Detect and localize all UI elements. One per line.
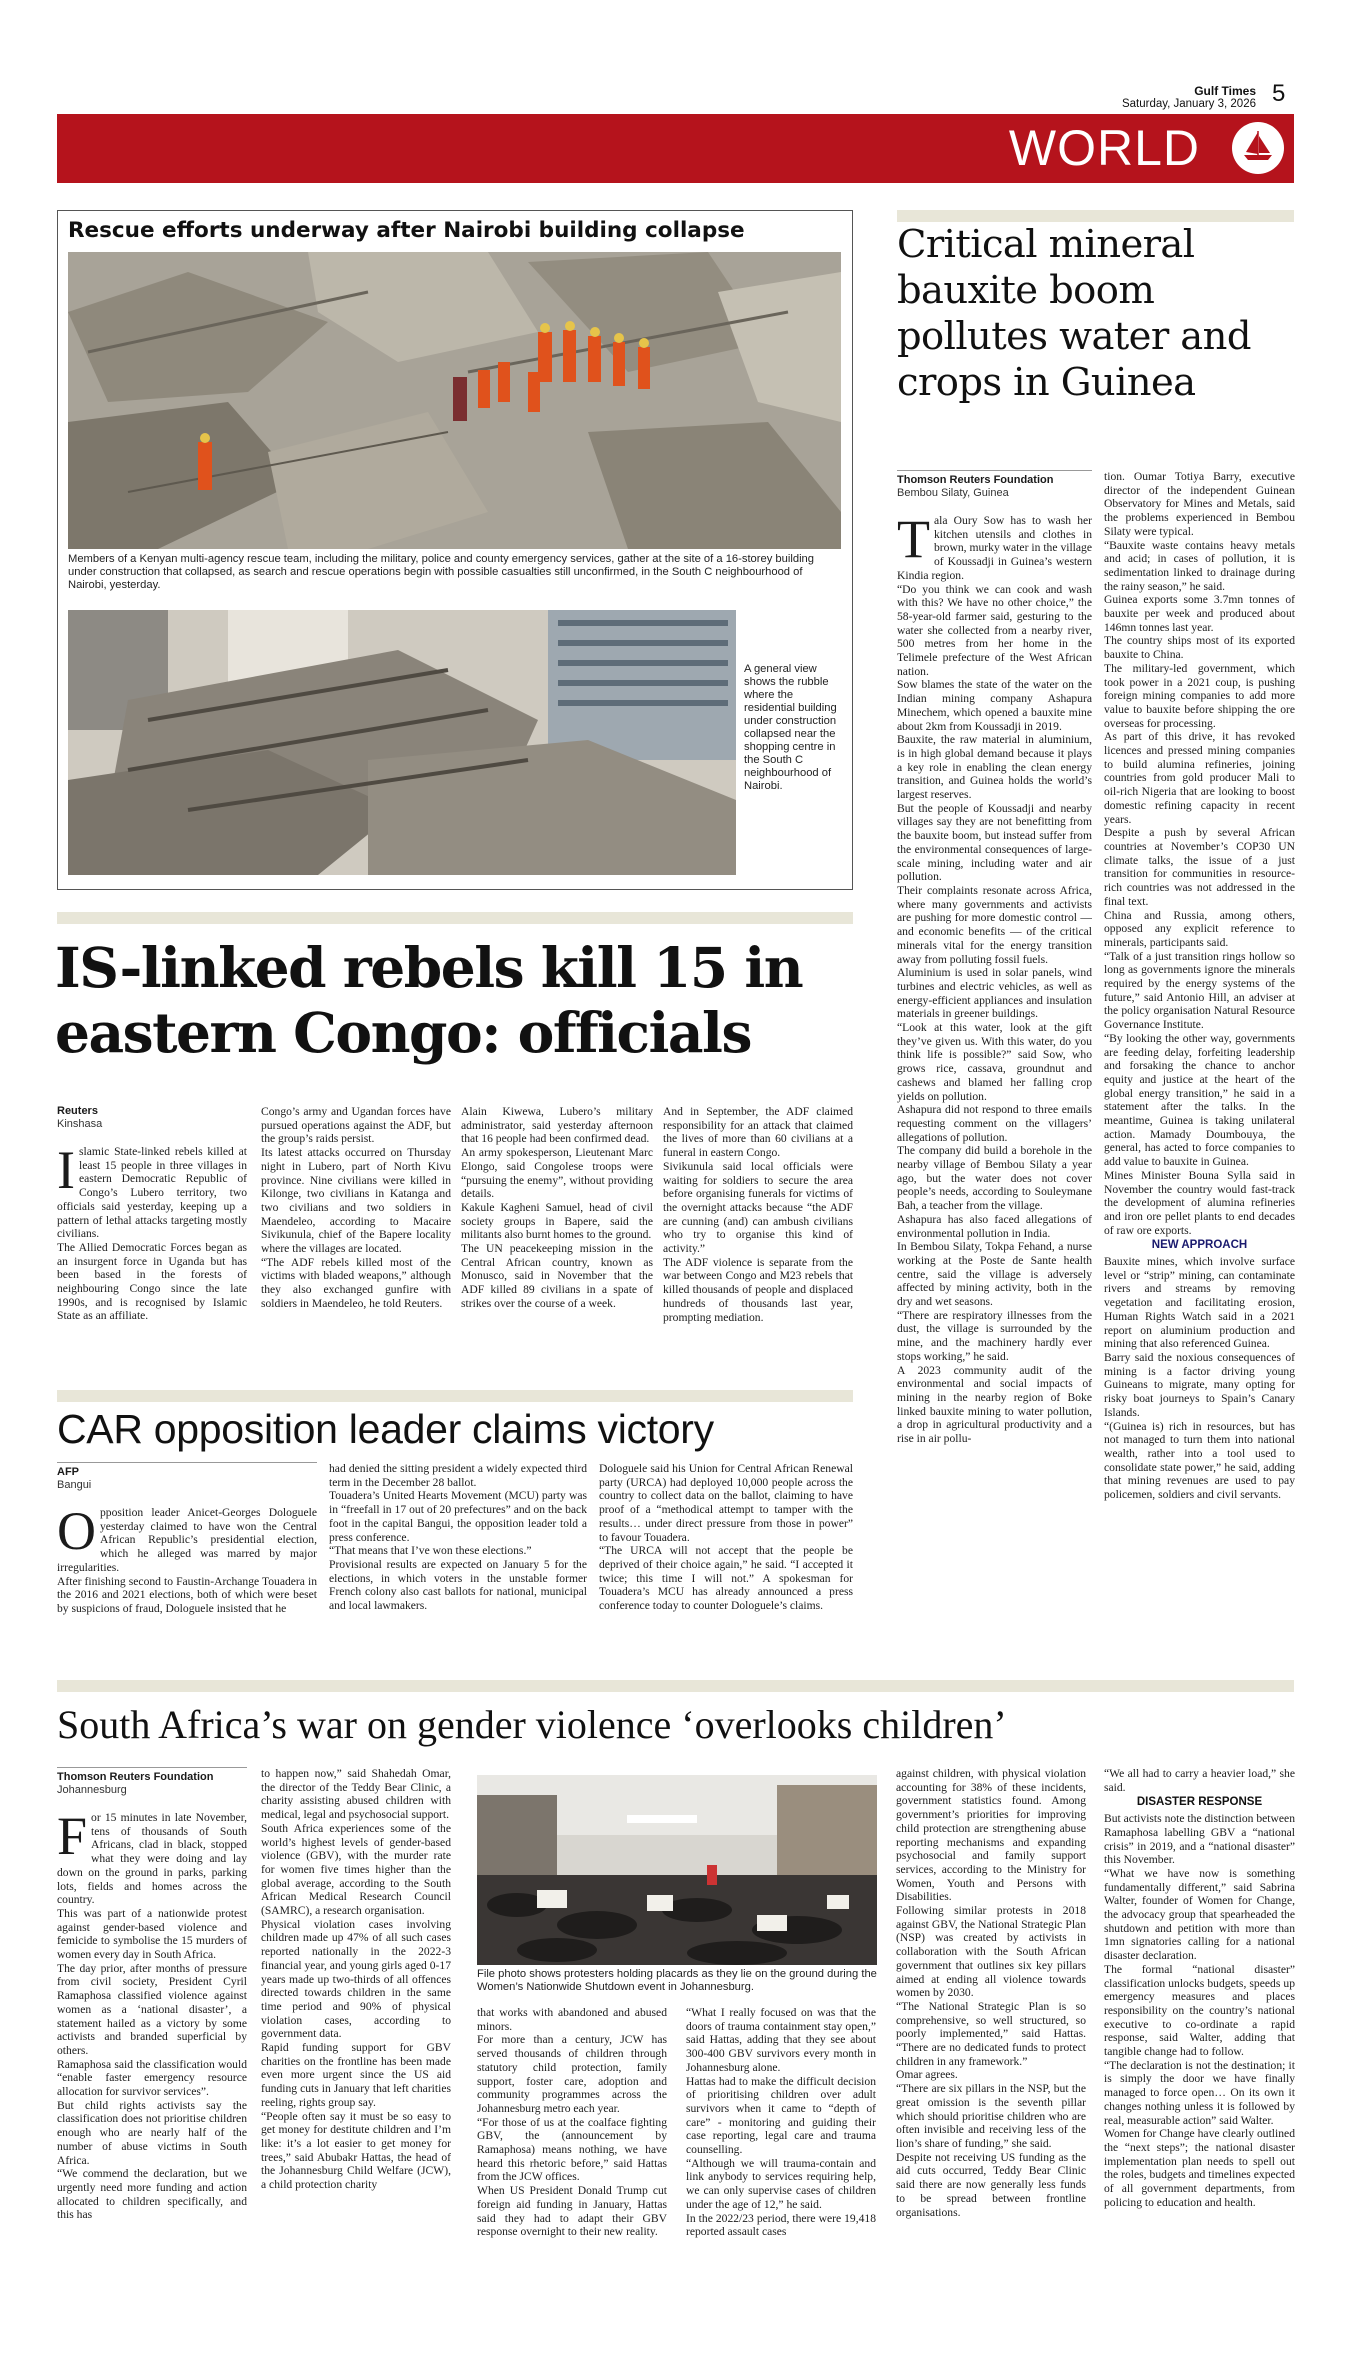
paragraph: Hattas had to make the difficult decision of prioritising children over adult survivors when it came to “depth of care” - monitoring and guiding their case reporting, legal care and trauma counselling. (686, 2074, 876, 2157)
paragraph: For more than a century, JCW has served thousands of children through statutory child protection, family support, foster care, adoption and community programmes across the Johannesburg metro each year. (477, 2033, 667, 2115)
car-col-3 (599, 1462, 853, 1662)
paragraph: “We commend the declaration, but we urgently need more funding and action allocated to children specifically, and this has (57, 2167, 247, 2222)
paragraph: Sivikunula said local officials were waiting for soldiers to secure the area before organising funerals for victims of the overnight attacks because “the ADF are cunning (and) can ambush civilians who try to organise this kind of activity.” (663, 1159, 853, 1256)
congo-byline: Reuters (57, 1105, 98, 1117)
paragraph: In Bembou Silaty, Tokpa Fehand, a nurse working at the Poste de Sante health centre, said the village is adversely affected by mining activity, both in the dry and wet seasons. (897, 1240, 1092, 1309)
paragraph: The company did build a borehole in the nearby village of Bembou Silaty a year ago, but the water does not cover people’s needs, according to Souleymane Bah, a teacher from the village. (897, 1144, 1092, 1213)
sa-byline: Thomson Reuters Foundation (57, 1771, 214, 1783)
paragraph: “Do you think we can cook and wash with this? We have no other choice,” the 58-year-old farmer said, gesturing to the water she collected from a nearby river, 500 metres from her home in the Telimele prefecture of the West African nation. (897, 582, 1092, 678)
paragraph: And in September, the ADF claimed responsibility for an attack that claimed the lives of more than 60 civilians at a funeral in eastern Congo. (663, 1105, 853, 1160)
congo-headline: IS-linked rebels kill 15 in eastern Congo: officials (55, 935, 803, 1065)
car-headline: CAR opposition leader claims victory (57, 1406, 714, 1452)
paragraph: The formal “national disaster” classification unlocks budgets, speeds up emergency measures and places responsibility on the country’s national executive to co-ordinate a rapid response, said Walter, adding that tangible change had to follow. (1104, 1962, 1295, 2059)
paragraph: to happen now,” said Shahedah Omar, the director of the Teddy Bear Clinic, a charity assisting abused children with medical, legal and psychosocial support. (261, 1767, 451, 1822)
paragraph: Ramaphosa said the classification would “enable faster emergency resource allocation for survivor services”. (57, 2057, 247, 2099)
paragraph: Dologuele said his Union for Central African Renewal party (URCA) had deployed 10,000 people across the country to collect data on the ballot, claiming to have proof of a “methodical attempt to tamper with the results… under direct pressure from those in power” to favour Touadera. (599, 1462, 853, 1544)
paragraph: “The declaration is not the destination; it is simply the door we have finally managed to force open… On its own it changes nothing unless it is followed by real, measurable action” said Walter. (1104, 2058, 1295, 2127)
paragraph: Bauxite mines, which involve surface level or “strip” mining, can contaminate rivers and streams by removing vegetation and facilitating erosion, Human Rights Watch said in a 2021 report on aluminium production and mining that also referenced Guinea. (1104, 1255, 1295, 1351)
paragraph: Following similar protests in 2018 against GBV, the National Strategic Plan (NSP) was created by activists in collaboration with the South African government that outlines six key pillars aimed at ending all violence towards women by 2030. (896, 1904, 1086, 2000)
photo-caption-rescue: Members of a Kenyan multi-agency rescue team, including the military, police and county emergency services, gather at the site of a 16-storey building under construction that collapsed, as search and rescue operations begin with possible casualties still unconfirmed, in the South C neighbourhood of Nairobi, yesterday. (68, 553, 814, 591)
paragraph: This was part of a nationwide protest against gender-based violence and femicide to symbolise the 15 murders of women every day in South Africa. (57, 1906, 247, 1962)
paragraph: Despite a push by several African countries at November’s COP30 UN climate talks, the issue of a just transition for communities in resource-rich countries was not addressed in the final text. (1104, 826, 1295, 908)
photo-box-title: Rescue efforts underway after Nairobi building collapse (68, 218, 745, 243)
photo-caption-rubble: A general view shows the rubble where the residential building under construction collapsed near the shopping centre in the South C neighbourhood of Nairobi. (744, 663, 837, 792)
car-col-2 (329, 1462, 587, 1662)
sa-headline: South Africa’s war on gender violence ‘overlooks children’ (57, 1702, 1007, 1747)
paragraph: Ashapura has also faced allegations of environmental pollution in India. (897, 1212, 1092, 1240)
car-place: Bangui (57, 1479, 92, 1491)
rule-car (57, 1390, 853, 1402)
paragraph: Congo’s army and Ugandan forces have pursued operations against the ADF, but the group’s raids persist. (261, 1105, 451, 1146)
paragraph: “There are six pillars in the NSP, but the great omission is the seventh pillar which should prioritise children who are often invisible and receiving less of the lion’s share of funding,” she said. (896, 2082, 1086, 2150)
paragraph: The country ships most of its exported bauxite to China. (1104, 634, 1295, 662)
paragraph: “By looking the other way, governments are feeding delay, forfeiting leadership and forsaking the chance to anchor equity and justice at the heart of the global energy transition,” he said in a statement after the talks. In the meantime, Guinea is taking unilateral action. Mamady Doumbouya, the general, has acted to force companies to add value to bauxite in Guinea. (1104, 1031, 1295, 1169)
car-dropcap: O (57, 1501, 96, 1561)
paragraph: Omar agrees. (896, 2068, 958, 2082)
guinea-headline: Critical mineral bauxite boom pollutes water and crops in Guinea (897, 222, 1251, 405)
sa-col-2 (261, 1767, 451, 2347)
congo-col-1 (57, 1105, 247, 1375)
paragraph: China and Russia, among others, opposed any explicit reference to minerals, participants said. (1104, 908, 1295, 949)
guinea-place: Bembou Silaty, Guinea (897, 487, 1009, 499)
paragraph: Aluminium is used in solar panels, wind turbines and electric vehicles, as well as energy-efficient appliances and insulation materials in greener buildings. (897, 966, 1092, 1021)
paragraph: “That means that I’ve won these elections.” (329, 1544, 532, 1558)
paragraph: “What we have now is something fundamentally different,” said Sabrina Walter, founder of Women for Change, the advocacy group that spearheaded the shutdown and petition with more than 1mn signatories calling for a national disaster declaration. (1104, 1866, 1295, 1963)
paragraph: or 15 minutes in late November, tens of thousands of South Africans, clad in black, stopped what they were doing and lay down on the ground in parks, parking lots, fields and homes across the country. (57, 1811, 247, 1907)
page-number: 5 (1272, 80, 1286, 107)
paragraph: Its latest attacks occurred on Thursday night in Lubero, part of North Kivu province. Nine civilians were killed in Kilonge, two civilians in Katanga and two civilians and two soldiers in Maendeleo, according to Macaire Sivikunula, chief of the Bapere locality where the villages are located. (261, 1146, 451, 1256)
guinea-dropcap: T (897, 509, 930, 569)
sa-col-4 (686, 2006, 876, 2346)
sailboat-logo (1232, 122, 1284, 174)
paragraph: that works with abandoned and abused minors. (477, 2006, 667, 2033)
paragraph: But the people of Koussadji and nearby villages say they are not benefitting from the bauxite boom, but instead suffer from the environmental consequences of large-scale mining, including water and air pollution. (897, 801, 1092, 884)
paragraph: In the 2022/23 period, there were 19,418 reported assault cases (686, 2211, 876, 2239)
paragraph: pposition leader Anicet-Georges Dologuele yesterday claimed to have won the Central African Republic’s presidential election, which he alleged was marred by major irregularities. (57, 1506, 317, 1574)
paragraph: Physical violation cases involving children made up 47% of all such cases reported nationally in the 2022-3 financial year, and young girls aged 0-17 years made up two-thirds of all offences directed towards children in the same time period and 90% of physical violation cases, according to government data. (261, 1917, 451, 2041)
paragraph: Despite not receiving US funding as the aid cuts occurred, Teddy Bear Clinic said there are now generally less funds to be spread between frontline organisations. (896, 2150, 1086, 2219)
protest-photo-caption: File photo shows protesters holding placards as they lie on the ground during the Women’s Nationwide Shutdown event in Johannesburg. (477, 1968, 877, 1993)
paragraph: Their complaints resonate across Africa, where many governments and activists are pushing for more domestic control — and economic benefits — of the critical minerals vital for the energy transition away from polluting fossil fuels. (897, 883, 1092, 966)
congo-col-3 (461, 1105, 653, 1375)
paragraph: against children, with physical violation accounting for 38% of these incidents, government statistics found. Among government’s priorities for improving child protection are strengthening abuse reporting mechanisms and expanding psychosocial and family support services, according to the Ministry for Women, Youth and Persons with Disabilities. (896, 1767, 1086, 1904)
paragraph: “Although we will trauma-contain and link anybody to services requiring help, we can only supervise cases of children under the age of 12,” he said. (686, 2156, 876, 2211)
paragraph: After finishing second to Faustin-Archange Touadera in the 2016 and 2021 elections, both of which were beset by suspicions of fraud, Dologuele insisted that he (57, 1574, 317, 1615)
paragraph: Bauxite, the raw material in aluminium, is in high global demand because it plays a key role in enabling the clean energy transition, and Guinea holds the world’s largest reserves. (897, 733, 1092, 802)
paragraph: The day prior, after months of pressure from civil society, President Cyril Ramaphosa classified violence against women as a ‘national disaster’, a statement hailed as a victory by some activists and branded superficial by others. (57, 1961, 247, 2057)
paragraph: Women for Change have clearly outlined the “next steps”; the national disaster implementation plan needs to spell out the roles, budgets and timelines expected of all government departments, from policing to education and health. (1104, 2127, 1295, 2209)
paragraph: “For those of us at the coalface fighting GBV, the (announcement by Ramaphosa) means nothing, we have heard this rhetoric before,” said Hattas from the JCW offices. (477, 2115, 667, 2184)
dhow-icon (1232, 122, 1284, 174)
paragraph: tion. Oumar Totiya Barry, executive director of the independent Guinean Observatory for Mines and Metals, said the problems experienced in Bembou Silaty were typical. (1104, 470, 1295, 538)
sa-dropcap: F (57, 1806, 88, 1866)
paragraph: The ADF violence is separate from the war between Congo and M23 rebels that killed thousands of people and displaced hundreds of thousands last year, prompting mediation. (663, 1255, 853, 1324)
section-title: WORLD (1008, 120, 1200, 176)
sa-col-1 (57, 1767, 247, 2347)
protest-photo (477, 1775, 877, 1965)
paragraph: When US President Donald Trump cut foreign aid funding in January, Hattas said they had to adapt their GBV response overnight to their new reality. (477, 2184, 667, 2239)
paragraph: Mines Minister Bouna Sylla said in November the country would fast-track the development of alumina refineries and iron ore pellet plants to end decades of raw ore exports. (1104, 1168, 1295, 1237)
car-col-1 (57, 1462, 317, 1662)
paragraph: Kakule Kagheni Samuel, head of civil society groups in Bapere, said the militants also burnt homes to the ground. (461, 1200, 653, 1242)
congo-place: Kinshasa (57, 1118, 103, 1130)
paragraph: Rapid funding support for GBV charities on the frontline has been made even more urgent since the US aid funding cuts in January that left charities reeling, rights group say. (261, 2041, 451, 2109)
masthead-date: Saturday, January 3, 2026 (1121, 98, 1256, 110)
paragraph: Ashapura did not respond to three emails requesting comment on the villagers’ allegations of pollution. (897, 1103, 1092, 1144)
paragraph: Sow blames the state of the water on the Indian mining company Ashapura Minechem, which opened a bauxite mine about 2km from Koussadji in 2019. (897, 678, 1092, 733)
congo-col-2 (261, 1105, 451, 1375)
paragraph: “Talk of a just transition rings hollow so long as governments ignore the minerals required by the energy systems of the future,” said Antonio Hill, an adviser at the policy organisation Natural Resource Governance Institute. (1104, 949, 1295, 1032)
sa-place: Johannesburg (57, 1784, 127, 1796)
paragraph: “The National Strategic Plan is so comprehensive, so well structured, so poorly implemented,” said Hattas. “There are no dedicated funds to protect children in any framework.” (896, 1999, 1086, 2068)
rescue-team-photo (68, 252, 841, 549)
rubble-photo (68, 610, 736, 875)
guinea-byline: Thomson Reuters Foundation (897, 474, 1054, 486)
masthead-paper: Gulf Times (1194, 84, 1256, 98)
paragraph: “We all had to carry a heavier load,” she said. (1104, 1767, 1295, 1794)
paragraph: But child rights activists say the classification does not prioritise children enough who are nearly half of the number of abuse victims in South Africa. (57, 2098, 247, 2167)
car-byline: AFP (57, 1466, 79, 1478)
sa-subhead: DISASTER RESPONSE (1136, 1796, 1263, 1809)
paragraph: “There are respiratory illnesses from the dust, the village is surrounded by the mine, and the machinery hardly ever stops working,” he said. (897, 1308, 1092, 1363)
sa-col-3 (477, 2006, 667, 2346)
paragraph: “Bauxite waste contains heavy metals and acid; in cases of pollution, it is sedimentation linked to drainage during the rainy season,” he said. (1104, 538, 1295, 593)
paragraph: Touadera’s United Hearts Movement (MCU) party was in “freefall in 17 out of 20 prefectures” and on the back foot in the capital Bangui, the opposition leader told a press conference. (329, 1489, 587, 1544)
paragraph: The Allied Democratic Forces began as an insurgent force in Uganda but has been based in the forests of neighbouring Congo since the late 1990s, and is recognised by Islamic State as an affiliate. (57, 1240, 247, 1323)
sa-col-5 (896, 1767, 1086, 2347)
paragraph: “People often say it must be so easy to get money for destitute children and I’m like: it’s a lot easier to get money for trees,” said Abubakr Hattas, the head of the Johannesburg Child Welfare (JCW), a child protection charity (261, 2109, 451, 2192)
rule-guinea (897, 210, 1294, 222)
paragraph: As part of this drive, it has revoked licences and pressed mining companies to build alumina refineries, joining countries from gold producer Mali to oil-rich Nigeria that are looking to boost domestic refining capacity in recent years. (1104, 730, 1295, 826)
paragraph: South Africa experiences some of the world’s highest levels of gender-based violence (GBV), with the murder rate for women five times higher than the global average, according to the South African Medical Research Council (SAMRC), a research organisation. (261, 1821, 451, 1918)
paragraph: slamic State-linked rebels killed at least 15 people in three villages in eastern Democratic Republic of Congo’s Lubero territory, two officials said yesterday, keeping up a pattern of lethal attacks targeting mostly civilians. (57, 1145, 247, 1241)
paragraph: “The ADF rebels killed most of the victims with bladed weapons,” although they also exchanged gunfire with soldiers in Maendeleo, he told Reuters. (261, 1255, 451, 1310)
paragraph: Barry said the noxious consequences of mining is a factor driving young Guineans to migrate, many opting for risky boat journeys to Spain’s Canary Islands. (1104, 1351, 1295, 1419)
paragraph: had denied the sitting president a widely expected third term in the December 28 ballot. (329, 1462, 587, 1489)
sa-col-6 (1104, 1767, 1295, 2347)
paragraph: “The URCA will not accept that the people be deprived of their choice again,” he said. “I accepted it twice; this time I will not.” A spokesman for Touadera’s MCU has already announced a press conference today to counter Dologuele’s claims. (599, 1544, 853, 1613)
paragraph: “Look at this water, look at the gift they’ve given us. With this water, do you think life is possible?” said Sow, who grows rice, cassava, groundnut and cashews and blamed her falling crop yields on pollution. (897, 1021, 1092, 1103)
congo-dropcap: I (57, 1140, 75, 1200)
paragraph: “What I really focused on was that the doors of trauma containment stay open,” said Hattas, adding that they see about 300-400 GBV survivors every month in Johannesburg alone. (686, 2006, 876, 2074)
paragraph: Alain Kiwewa, Lubero’s military administrator, said yesterday afternoon that 16 people had been confirmed dead. (461, 1105, 653, 1146)
paragraph: A 2023 community audit of the environmental and social impacts of mining in the nearby region of Boke linked bauxite mining to water pollution, a drop in agricultural productivity and a rise in air pollu- (897, 1363, 1092, 1446)
paragraph: The UN peacekeeping mission in the Central African country, known as Monusco, said in November that the ADF killed 89 civilians in a spate of strikes over the course of a week. (461, 1242, 653, 1310)
guinea-subhead: NEW APPROACH (1151, 1239, 1248, 1252)
paragraph: An army spokesperson, Lieutenant Marc Elongo, said Congolese troops were “pursuing the enemy”, without providing details. (461, 1146, 653, 1201)
paragraph: Provisional results are expected on January 5 for the elections, in which voters in the unstable former French colony also cast ballots for national, municipal and local lawmakers. (329, 1557, 587, 1613)
paragraph: Guinea exports some 3.7mn tonnes of bauxite per week and produced about 146mn tonnes last year. (1104, 593, 1295, 634)
rule-congo (57, 912, 853, 924)
paragraph: But activists note the distinction between Ramaphosa labelling GBV a “national crisis” in 2019, and a “national disaster” this November. (1104, 1812, 1295, 1867)
paragraph: ala Oury Sow has to wash her kitchen utensils and clothes in brown, murky water in the village of Koussadji in Guinea’s western Kindia region. (897, 514, 1092, 582)
congo-col-4 (663, 1105, 853, 1375)
paragraph: “(Guinea is) rich in resources, but has not managed to turn them into national wealth, rather into a tool used to consolidate state power,” he said, adding that mining revenues are used to pay policemen, soldiers and civil servants. (1104, 1419, 1295, 1502)
paragraph: The military-led government, which took power in a 2021 coup, is pushing foreign mining companies to add more value to bauxite before shipping the ore overseas for processing. (1104, 661, 1295, 730)
rule-south-africa (57, 1680, 1294, 1692)
